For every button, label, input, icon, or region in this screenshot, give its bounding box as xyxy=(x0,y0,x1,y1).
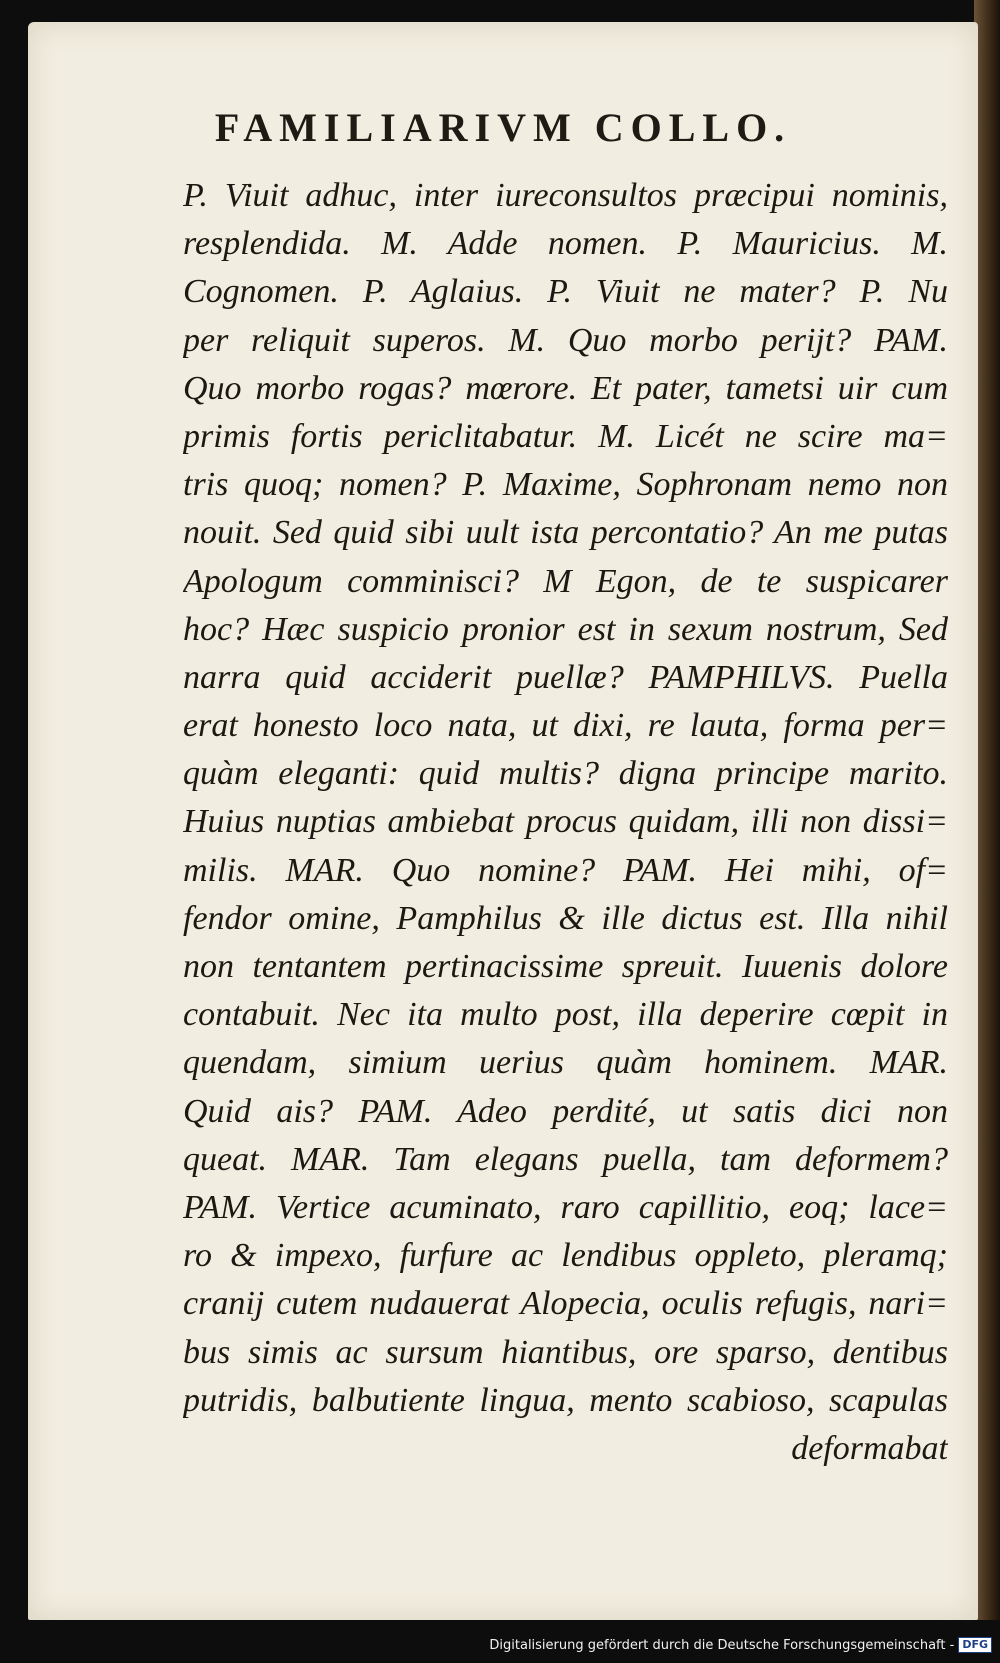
text-line: queat. MAR. Tam elegans puella, tam deformem? xyxy=(183,1140,948,1178)
page-text xyxy=(183,172,948,1473)
text-line: fendor omine, Pamphilus & ille dictus est. Illa nihil xyxy=(183,899,948,937)
text-line: Huius nuptias ambiebat procus quidam, illi non dissi= xyxy=(183,803,948,841)
text-line: nouit. Sed quid sibi uult ista percontatio? An me putas xyxy=(183,514,948,552)
catchword: deformabat xyxy=(791,1429,948,1467)
text-line: quendam, simium uerius quàm hominem. MAR. xyxy=(183,1044,948,1082)
text-line: erat honesto loco nata, ut dixi, re lauta, forma per= xyxy=(183,707,948,745)
text-line: tris quoq; nomen? P. Maxime, Sophronam nemo non xyxy=(183,466,948,504)
text-line: bus simis ac sursum hiantibus, ore sparso, dentibus xyxy=(183,1333,948,1371)
text-line: Apologum comminisci? M Egon, de te suspicarer xyxy=(183,562,948,600)
text-line: per reliquit superos. M. Quo morbo perijt? PAM. xyxy=(183,321,948,359)
running-head: FAMILIARIVM COLLO. xyxy=(214,105,792,150)
text-line: putridis, balbutiente lingua, mento scabioso, scapulas xyxy=(183,1381,948,1419)
text-line: Quo morbo rogas? mœrore. Et pater, tametsi uir cum xyxy=(183,369,948,407)
text-line: Cognomen. P. Aglaius. P. Viuit ne mater? P. Nu xyxy=(183,273,948,311)
text-line: narra quid acciderit puellæ? PAMPHILVS. Puella xyxy=(183,658,948,696)
text-line: non tentantem pertinacissime spreuit. Iuuenis dolore xyxy=(183,948,948,985)
text-line: milis. MAR. Quo nomine? PAM. Hei mihi, of= xyxy=(183,851,948,889)
text-line: primis fortis periclitabatur. M. Licét ne scire ma= xyxy=(183,417,948,455)
digitization-credit xyxy=(489,1637,992,1653)
text-line: contabuit. Nec ita multo post, illa deperire cœpit in xyxy=(183,996,948,1034)
text-line: ro & impexo, furfure ac lendibus oppleto, pleramq; xyxy=(183,1237,948,1275)
footer-band xyxy=(0,1627,1000,1663)
dfg-logo-icon: DFG xyxy=(958,1637,992,1653)
text-line: P. Viuit adhuc, inter iureconsultos præcipui nominis, xyxy=(183,177,948,214)
text-line: Quid ais? PAM. Adeo perdité, ut satis dici non xyxy=(183,1092,948,1130)
text-line: quàm eleganti: quid multis? digna principe marito. xyxy=(183,755,948,793)
text-line: resplendida. M. Adde nomen. P. Mauricius. M. xyxy=(183,225,948,263)
text-line: hoc? Hæc suspicio pronior est in sexum nostrum, Sed xyxy=(183,610,948,648)
text-line: PAM. Vertice acuminato, raro capillitio, eoq; lace= xyxy=(183,1188,948,1226)
book-page xyxy=(28,22,978,1620)
text-line: cranij cutem nudauerat Alopecia, oculis refugis, nari= xyxy=(183,1285,948,1323)
credit-text: Digitalisierung gefördert durch die Deutsche Forschungsgemeinschaft - xyxy=(489,1637,955,1653)
